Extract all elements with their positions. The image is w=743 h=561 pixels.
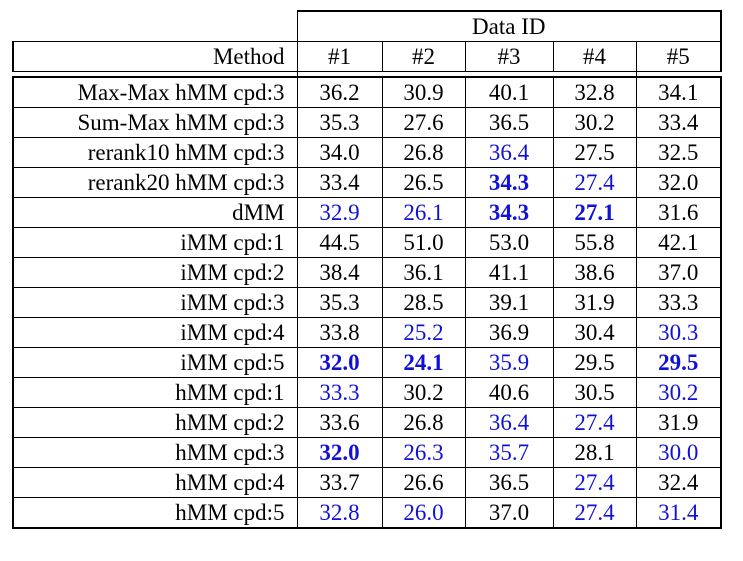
table-row	[13, 258, 721, 288]
value-cell: 41.1	[465, 258, 553, 288]
method-cell: dMM	[13, 198, 297, 228]
value-cell: 27.4	[553, 408, 636, 438]
value-cell: 40.6	[465, 378, 553, 408]
value-cell: 30.0	[636, 438, 721, 468]
table-body	[13, 77, 721, 528]
value-cell: 26.3	[382, 438, 465, 468]
table-row	[13, 228, 721, 258]
method-cell: rerank10 hMM cpd:3	[13, 138, 297, 168]
table-row	[13, 288, 721, 318]
value-cell: 42.1	[636, 228, 721, 258]
method-header: Method	[13, 42, 297, 72]
value-cell: 27.5	[553, 138, 636, 168]
value-cell: 29.5	[636, 348, 721, 378]
table-row	[13, 498, 721, 529]
value-cell: 25.2	[382, 318, 465, 348]
table-row	[13, 378, 721, 408]
value-cell: 33.8	[297, 318, 382, 348]
value-cell: 28.5	[382, 288, 465, 318]
value-cell: 26.8	[382, 408, 465, 438]
value-cell: 34.1	[636, 77, 721, 108]
method-cell: Max-Max hMM cpd:3	[13, 77, 297, 108]
column-header: #1	[297, 42, 382, 72]
value-cell: 35.9	[465, 348, 553, 378]
method-cell: iMM cpd:4	[13, 318, 297, 348]
table-row	[13, 348, 721, 378]
table-row	[13, 77, 721, 108]
value-cell: 30.9	[382, 77, 465, 108]
value-cell: 26.0	[382, 498, 465, 529]
value-cell: 27.4	[553, 168, 636, 198]
value-cell: 38.6	[553, 258, 636, 288]
method-cell: iMM cpd:1	[13, 228, 297, 258]
method-cell: iMM cpd:3	[13, 288, 297, 318]
value-cell: 33.7	[297, 468, 382, 498]
value-cell: 27.1	[553, 198, 636, 228]
value-cell: 51.0	[382, 228, 465, 258]
value-cell: 34.3	[465, 198, 553, 228]
value-cell: 26.1	[382, 198, 465, 228]
value-cell: 32.0	[297, 438, 382, 468]
value-cell: 30.2	[553, 108, 636, 138]
table-row	[13, 318, 721, 348]
value-cell: 28.1	[553, 438, 636, 468]
value-cell: 29.5	[553, 348, 636, 378]
table-row	[13, 108, 721, 138]
value-cell: 32.8	[297, 498, 382, 529]
value-cell: 30.2	[636, 378, 721, 408]
method-cell: hMM cpd:2	[13, 408, 297, 438]
value-cell: 38.4	[297, 258, 382, 288]
value-cell: 32.0	[297, 348, 382, 378]
value-cell: 36.5	[465, 108, 553, 138]
value-cell: 34.3	[465, 168, 553, 198]
value-cell: 35.7	[465, 438, 553, 468]
value-cell: 33.6	[297, 408, 382, 438]
value-cell: 32.5	[636, 138, 721, 168]
value-cell: 30.5	[553, 378, 636, 408]
value-cell: 33.4	[297, 168, 382, 198]
value-cell: 26.5	[382, 168, 465, 198]
header-row-columns	[13, 42, 721, 72]
column-header: #2	[382, 42, 465, 72]
value-cell: 32.8	[553, 77, 636, 108]
value-cell: 33.4	[636, 108, 721, 138]
value-cell: 53.0	[465, 228, 553, 258]
table-row	[13, 198, 721, 228]
column-header: #3	[465, 42, 553, 72]
value-cell: 36.5	[465, 468, 553, 498]
value-cell: 31.6	[636, 198, 721, 228]
method-cell: hMM cpd:1	[13, 378, 297, 408]
table-row	[13, 138, 721, 168]
table-row	[13, 168, 721, 198]
header-corner	[13, 11, 297, 42]
column-header: #4	[553, 42, 636, 72]
value-cell: 44.5	[297, 228, 382, 258]
value-cell: 36.4	[465, 408, 553, 438]
value-cell: 36.4	[465, 138, 553, 168]
value-cell: 37.0	[636, 258, 721, 288]
value-cell: 32.0	[636, 168, 721, 198]
value-cell: 40.1	[465, 77, 553, 108]
value-cell: 27.4	[553, 498, 636, 529]
method-cell: iMM cpd:5	[13, 348, 297, 378]
value-cell: 36.9	[465, 318, 553, 348]
value-cell: 36.1	[382, 258, 465, 288]
value-cell: 30.2	[382, 378, 465, 408]
value-cell: 31.9	[636, 408, 721, 438]
results-table	[12, 10, 722, 529]
value-cell: 33.3	[297, 378, 382, 408]
value-cell: 30.3	[636, 318, 721, 348]
method-cell: iMM cpd:2	[13, 258, 297, 288]
method-cell: hMM cpd:5	[13, 498, 297, 529]
value-cell: 27.6	[382, 108, 465, 138]
method-cell: hMM cpd:4	[13, 468, 297, 498]
value-cell: 26.6	[382, 468, 465, 498]
value-cell: 27.4	[553, 468, 636, 498]
value-cell: 32.4	[636, 468, 721, 498]
value-cell: 26.8	[382, 138, 465, 168]
table-row	[13, 438, 721, 468]
value-cell: 24.1	[382, 348, 465, 378]
method-cell: Sum-Max hMM cpd:3	[13, 108, 297, 138]
value-cell: 35.3	[297, 108, 382, 138]
value-cell: 36.2	[297, 77, 382, 108]
value-cell: 35.3	[297, 288, 382, 318]
value-cell: 31.4	[636, 498, 721, 529]
method-cell: rerank20 hMM cpd:3	[13, 168, 297, 198]
header-row-group	[13, 11, 721, 42]
method-cell: hMM cpd:3	[13, 438, 297, 468]
column-header: #5	[636, 42, 721, 72]
value-cell: 32.9	[297, 198, 382, 228]
table-row	[13, 408, 721, 438]
value-cell: 55.8	[553, 228, 636, 258]
table-row	[13, 468, 721, 498]
value-cell: 34.0	[297, 138, 382, 168]
value-cell: 31.9	[553, 288, 636, 318]
data-id-header: Data ID	[297, 11, 721, 42]
value-cell: 37.0	[465, 498, 553, 529]
value-cell: 33.3	[636, 288, 721, 318]
value-cell: 39.1	[465, 288, 553, 318]
value-cell: 30.4	[553, 318, 636, 348]
